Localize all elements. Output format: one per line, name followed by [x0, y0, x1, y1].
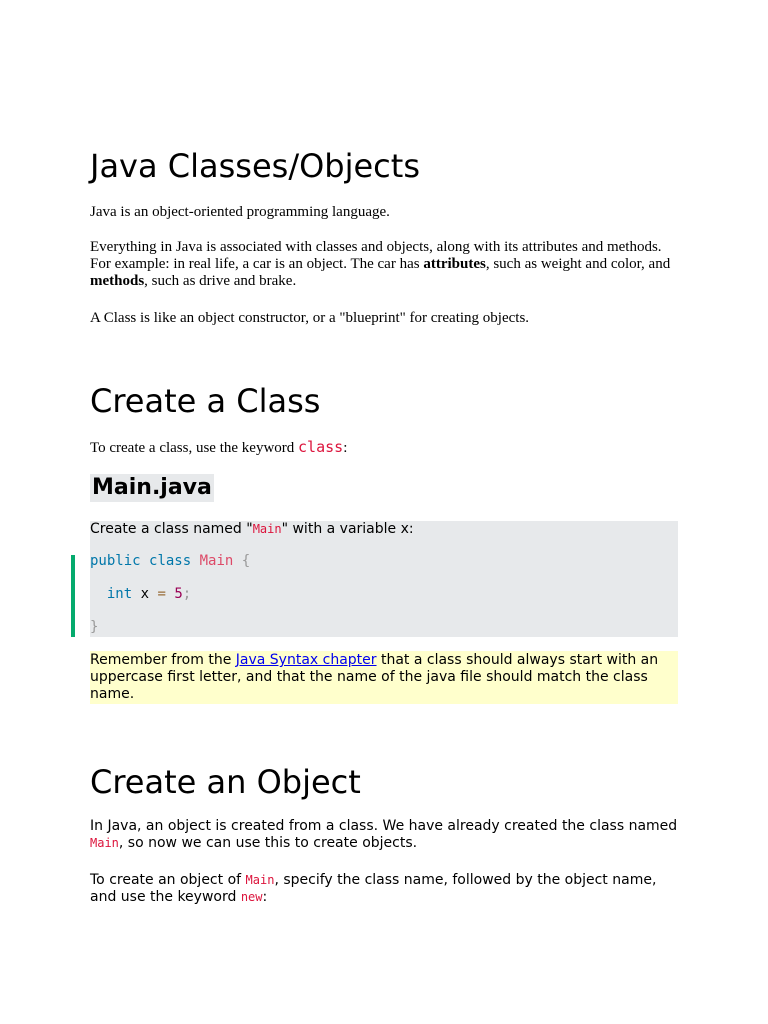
attributes-bold: attributes: [423, 256, 486, 272]
create-object-p1-text-b: , so now we can use this to create objects.: [118, 835, 418, 851]
new-keyword-code: new: [240, 890, 263, 904]
main-inline-code-2: Main: [90, 836, 119, 850]
code-accent-bar: [71, 555, 75, 637]
create-object-paragraph-2: [90, 872, 678, 906]
create-class-text-a: To create a class, use the keyword: [90, 440, 299, 456]
code-line-2: [90, 586, 191, 603]
intro-paragraph-1: Java is an object-oriented programming language.: [90, 204, 390, 220]
create-object-paragraph-1: [90, 818, 678, 852]
code-number: 5: [174, 586, 183, 602]
note-text-b: that a class should always start with an uppercase first letter, and that the name of the java file should match the class name.: [90, 652, 659, 702]
code-operator: =: [157, 586, 166, 602]
page-title: Java Classes/Objects: [90, 147, 420, 185]
create-object-p1-text-a: In Java, an object is created from a class. We have already created the class named: [90, 818, 678, 834]
code-int-type: int: [106, 586, 133, 602]
code-class-name: Main: [199, 553, 234, 569]
create-object-p2-text-c: :: [262, 889, 268, 905]
intro-paragraph-2-text-b: , such as weight and color, and: [485, 256, 671, 272]
create-class-heading: Create a Class: [90, 382, 321, 420]
code-class-keyword: class: [149, 553, 192, 569]
code-close-brace: }: [90, 619, 99, 635]
code-example-box: [90, 521, 678, 637]
example-desc-text-b: " with a variable x:: [281, 521, 414, 537]
create-object-heading: Create an Object: [90, 763, 361, 801]
main-inline-code: Main: [252, 522, 282, 536]
intro-paragraph-3: A Class is like an object constructor, or a "blueprint" for creating objects.: [90, 310, 530, 326]
class-keyword-code: class: [298, 438, 344, 456]
intro-paragraph-2: [90, 239, 678, 290]
code-semicolon: ;: [182, 586, 192, 602]
note-box: [90, 651, 678, 704]
code-public-keyword: public: [90, 553, 141, 569]
example-desc-text-a: Create a class named ": [90, 521, 253, 537]
create-object-p2-text-a: To create an object of: [90, 872, 246, 888]
note-text-a: Remember from the: [90, 652, 236, 668]
create-object-p2-text-b: , specify the class name, followed by the object name, and use the keyword: [90, 872, 657, 905]
java-syntax-chapter-link[interactable]: Java Syntax chapter: [235, 652, 377, 668]
code-example-description: [90, 521, 414, 538]
code-line-1: [90, 553, 250, 570]
note-text: [90, 652, 678, 703]
create-class-paragraph: [90, 439, 678, 457]
code-line-3: [90, 619, 98, 636]
code-variable: x: [140, 586, 150, 602]
code-open-brace: {: [241, 553, 251, 569]
create-class-text-b: :: [343, 440, 348, 456]
intro-paragraph-2-text-a: Everything in Java is associated with classes and objects, along with its attributes and methods. For example: in real life, a car is an object. The car has: [90, 239, 662, 272]
intro-paragraph-2-text-c: , such as drive and brake.: [144, 273, 297, 289]
code-bar-gap: [71, 521, 90, 538]
example-file-heading: Main.java: [92, 475, 212, 500]
main-inline-code-3: Main: [245, 873, 275, 887]
methods-bold: methods: [90, 273, 145, 289]
